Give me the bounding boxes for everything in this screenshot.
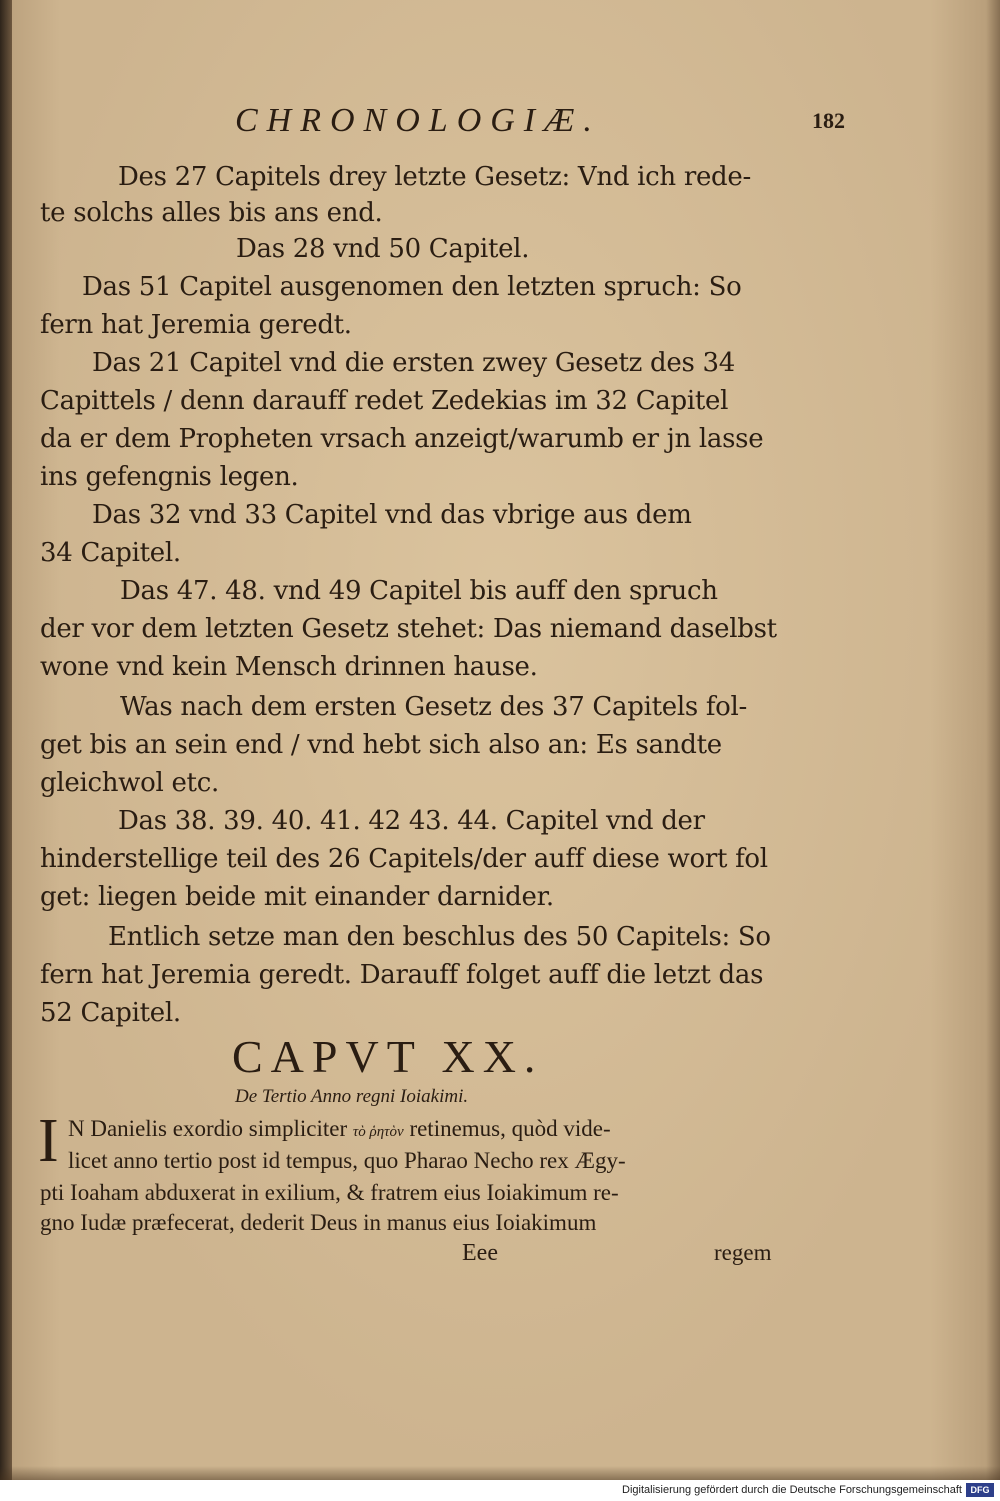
- text-line: fern hat Jeremia geredt. Darauff folget auff die letzt das: [40, 960, 764, 990]
- text-line: da er dem Propheten vrsach anzeigt/warumb er jn lasse: [40, 424, 764, 454]
- latin-line: [68, 1114, 611, 1147]
- text-line: Des 27 Capitels drey letzte Gesetz: Vnd ich rede-: [118, 162, 751, 192]
- text-line: Das 51 Capitel ausgenomen den letzten spruch: So: [82, 272, 742, 302]
- text-line: get: liegen beide mit einander darnider.: [40, 882, 554, 912]
- text-line: 34 Capitel.: [40, 538, 181, 568]
- text-line: Das 47. 48. vnd 49 Capitel bis auff den spruch: [120, 576, 718, 606]
- binding-gutter: [0, 0, 12, 1480]
- text-line: ins gefengnis legen.: [40, 462, 299, 492]
- page-number: 182: [812, 108, 845, 133]
- chapter-subtitle: De Tertio Anno regni Ioiakimi.: [235, 1086, 469, 1107]
- text-line: Das 21 Capitel vnd die ersten zwey Gesetz des 34: [92, 348, 735, 378]
- text-line: Das 28 vnd 50 Capitel.: [236, 234, 530, 264]
- text-line: gleichwol etc.: [40, 768, 219, 798]
- text-line: Capittels / denn darauff redet Zedekias im 32 Capitel: [40, 386, 729, 416]
- text-line: Das 32 vnd 33 Capitel vnd das vbrige aus dem: [92, 500, 692, 530]
- latin-text: retinemus, quòd vide-: [409, 1116, 611, 1141]
- catchword: regem: [714, 1240, 772, 1265]
- signature-mark: Eee: [462, 1240, 498, 1266]
- page-bottom-shadow: [0, 1466, 1000, 1480]
- latin-line: gno Iudæ præfecerat, dederit Deus in manus eius Ioiakimum: [40, 1210, 597, 1235]
- text-line: hinderstellige teil des 26 Capitels/der auff diese wort fol: [40, 844, 768, 874]
- footer-credit: Digitalisierung gefördert durch die Deutsche Forschungsgemeinschaft: [622, 1484, 962, 1496]
- text-line: Entlich setze man den beschlus des 50 Capitels: So: [108, 922, 771, 952]
- text-line: fern hat Jeremia geredt.: [40, 310, 352, 340]
- dfg-logo: DFG: [966, 1483, 994, 1497]
- text-line: te solchs alles bis ans end.: [40, 198, 383, 228]
- latin-line: licet anno tertio post id tempus, quo Pharao Necho rex Ægy-: [68, 1148, 626, 1173]
- initial-letter: I: [38, 1107, 59, 1175]
- latin-line: pti Ioaham abduxerat in exilium, & fratrem eius Ioiakimum re-: [40, 1180, 619, 1205]
- text-line: 52 Capitel.: [40, 998, 181, 1028]
- latin-text: N Danielis exordio simpliciter: [68, 1116, 348, 1141]
- greek-phrase: τὸ ῥητὸν: [352, 1124, 404, 1140]
- chapter-heading: CAPVT XX.: [232, 1031, 544, 1082]
- page-edge-shadow: [986, 0, 1000, 1480]
- text-line: wone vnd kein Mensch drinnen hause.: [40, 652, 538, 682]
- text-line: get bis an sein end / vnd hebt sich also an: Es sandte: [40, 730, 722, 760]
- text-line: Das 38. 39. 40. 41. 42 43. 44. Capitel vnd der: [118, 806, 705, 836]
- running-title: CHRONOLOGIÆ.: [235, 102, 601, 139]
- text-line: der vor dem letzten Gesetz stehet: Das niemand daselbst: [40, 614, 777, 644]
- text-line: Was nach dem ersten Gesetz des 37 Capitels fol-: [120, 692, 748, 722]
